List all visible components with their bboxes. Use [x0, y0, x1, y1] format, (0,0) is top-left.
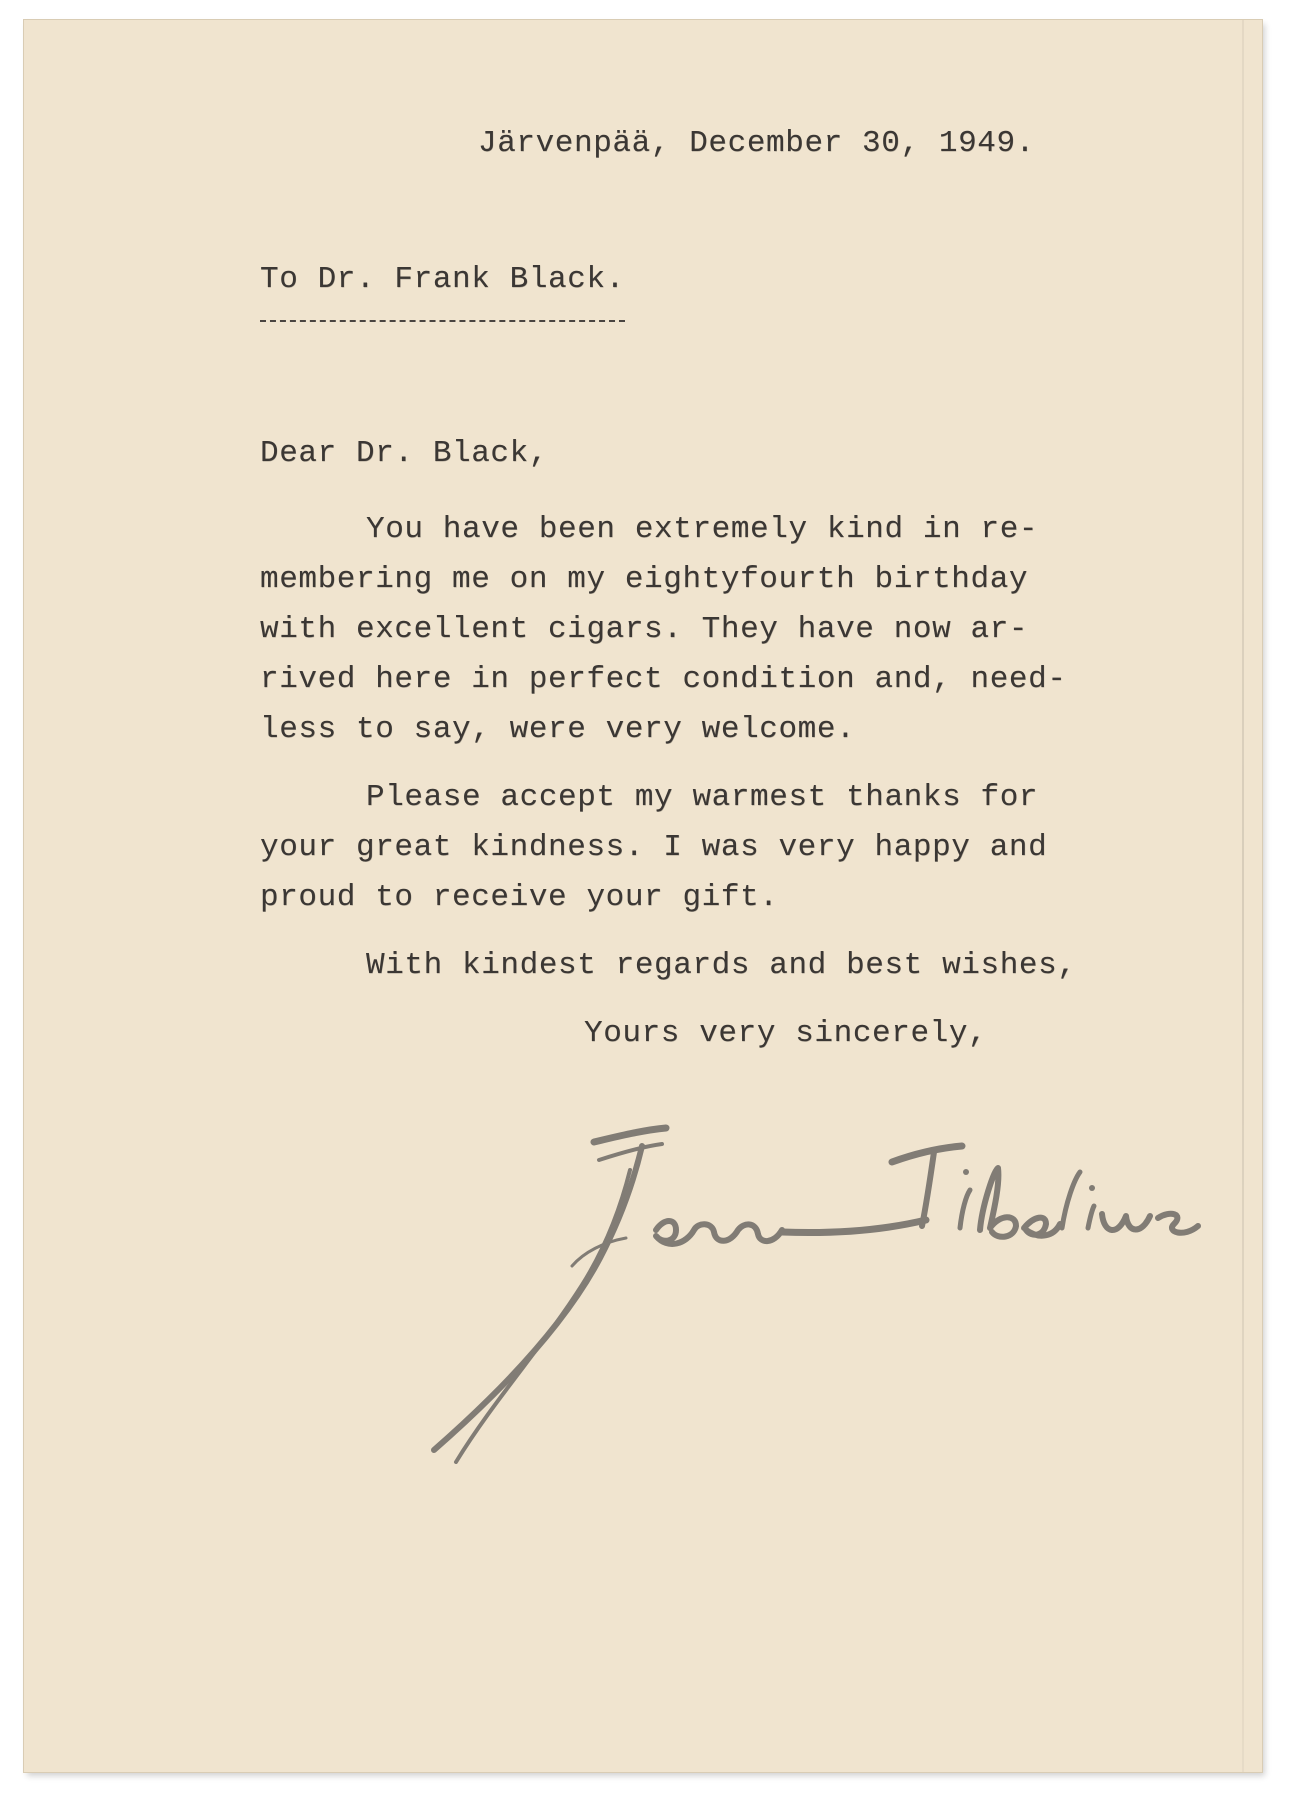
complimentary-close: Yours very sincerely, — [584, 1016, 988, 1051]
paragraph-2-line: your great kindness. I was very happy and — [260, 830, 1048, 865]
recipient-line: To Dr. Frank Black. — [260, 262, 625, 297]
paragraph-1-line: less to say, were very welcome. — [260, 712, 856, 747]
closing-regards: With kindest regards and best wishes, — [366, 948, 1077, 983]
salutation: Dear Dr. Black, — [260, 436, 549, 471]
dateline: Järvenpää, December 30, 1949. — [478, 126, 1035, 161]
paragraph-2-line: proud to receive your gift. — [260, 880, 779, 915]
paragraph-2-line: Please accept my warmest thanks for — [366, 780, 1039, 815]
paragraph-1-line: You have been extremely kind in re- — [366, 512, 1039, 547]
paragraph-1-line: with excellent cigars. They have now ar- — [260, 612, 1029, 647]
paragraph-1-line: rived here in perfect condition and, need- — [260, 662, 1067, 697]
paragraph-1-line: membering me on my eightyfourth birthday — [260, 562, 1029, 597]
letter-page — [24, 20, 1262, 1772]
handwritten-signature — [394, 1110, 1214, 1490]
recipient-underline — [260, 320, 625, 322]
